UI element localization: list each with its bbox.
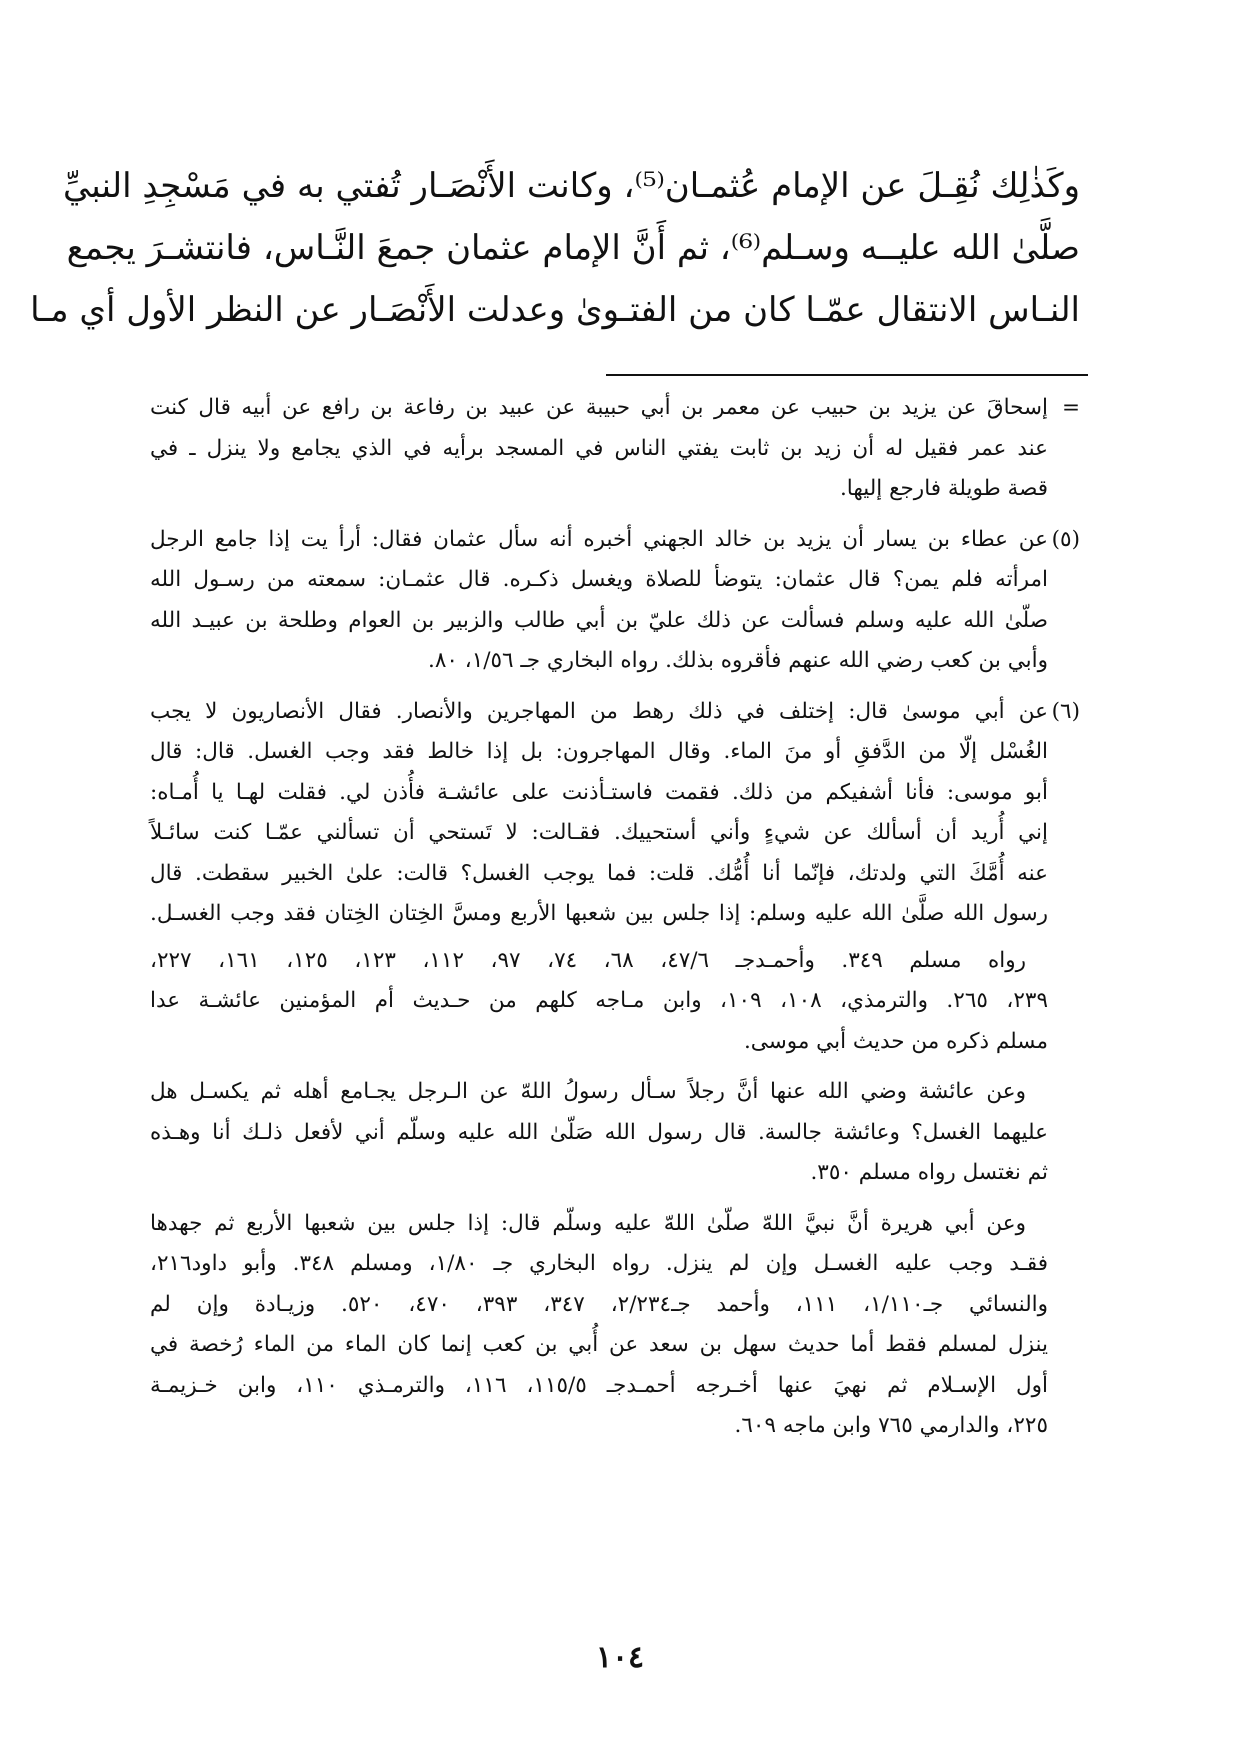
footnote-line: صلّىٰ الله عليه وسلم فسألت عن ذلك عليّ بن أبي طالب والزبير بن العوام وطلحة بن عبيـد الله: [150, 607, 1048, 633]
footnote-line: إني أُريد أن أسألك عن شيءٍ وأني أستحييك. فقـالت: لا تَستحي أن تسألني عمّـا كنت سائـلاً: [150, 820, 1048, 845]
body-line: النـاس الانتقال عمّـا كان من الفتـوىٰ وعدلت الأَنْصَـار عن النظر الأول أي مـا: [30, 290, 1080, 330]
footnote-6: [150, 692, 1080, 935]
footnote-line: رواه مسلم ٣٤٩. وأحمـدجـ ٤٧/٦، ٦٨، ٧٤، ٩٧، ١١٢، ١٢٣، ١٢٥، ١٦١، ٢٢٧،: [150, 947, 1026, 973]
footnote-line: عن عطاء بن يسار أن يزيد بن خالد الجهني أخبره أنه سأل عثمان فقال: أرأ يت إذا جامع الرجل: [150, 526, 1048, 552]
main-body-text: [30, 155, 1080, 341]
footnote-line: وعن أبي هريرة أنَّ نبيَّ اللهّ صلّىٰ اللهّ عليه وسلّم قال: إذا جلس بين شعبها الأربع ثم جهدها: [150, 1210, 1026, 1236]
footnote-line: ٢٣٩، ٢٦٥. والترمذي، ١٠٨، ١٠٩، وابن مـاجه كلهم من حـديث أم المؤمنين عائشـة عدا: [150, 988, 1048, 1013]
page-number: ١٠٤: [595, 1640, 645, 1675]
footnote-line: مسلم ذكره من حديث أبي موسى.: [743, 1028, 1048, 1054]
footnotes-section: [150, 388, 1080, 1457]
footnote-separator: [606, 374, 1088, 376]
footnote-line: الغُسْل إلّا من الدَّفقِ أو منَ الماء. وقال المهاجرون: بل إذا خالط فقد وجب الغسل. قال: قال: [150, 739, 1048, 764]
footnote-line: عند عمر فقيل له أن زيد بن ثابت يفتي الناس في المسجد برأيه في الذي يجامع ولا ينزل ـ في: [150, 435, 1048, 461]
footnote-line: فقـد وجب عليه الغسـل وإن لم ينزل. رواه البخاري جـ ١/٨٠، ومسلم ٣٤٨. وأبو داود٢١٦،: [150, 1251, 1048, 1276]
body-line: صلَّىٰ الله عليــه وسـلم⁽⁶⁾، ثم أَنَّ الإمام عثمان جمعَ النَّـاس، فانتشـرَ يجمع: [66, 228, 1080, 268]
footnote-continuation: [150, 388, 1080, 510]
footnote-6-marker: (٦): [1051, 698, 1080, 724]
footnote-line: أول الإسـلام ثم نهيَ عنها أخـرجه أحمـدجـ ١١٥/٥، ١١٦، والترمـذي ١١٠، وابن خـزيمـة: [150, 1372, 1049, 1398]
footnote-paragraph: [150, 1204, 1080, 1447]
footnote-line: عليهما الغسل؟ وعائشة جالسة. قال رسول الله صَلّىٰ الله عليه وسلّم أني لأفعل ذلـك أنا وهـذه: [150, 1119, 1048, 1145]
footnote-line: والنسائي جـ١/١١٠، ١١١، وأحمد جـ٢/٢٣٤، ٣٤٧، ٣٩٣، ٤٧٠، ٥٢٠. وزيـادة وإن لم: [150, 1291, 1049, 1317]
footnote-paragraph: [150, 1072, 1080, 1194]
footnote-5: [150, 520, 1080, 682]
footnote-line: رسول الله صلَّىٰ الله عليه وسلم: إذا جلس بين شعبها الأربع ومسَّ الخِتان الخِتان فقد وجب الغسـل.: [150, 901, 1048, 926]
footnote-line: امرأته فلم يمن؟ قال عثمان: يتوضأ للصلاة ويغسل ذكـره. قال عثمـان: سمعته من رسـول الله: [150, 567, 1048, 592]
footnote-line: ثم نغتسل رواه مسلم ٣٥٠.: [810, 1160, 1048, 1185]
footnote-paragraph: [150, 941, 1080, 1063]
footnote-line: قصة طويلة فارجع إليها.: [839, 476, 1048, 501]
footnote-line: وعن عائشة وضي الله عنها أنَّ رجلاً سـأل رسولُ اللهّ عن الـرجل يجـامع أهله ثم يكسـل هل: [150, 1079, 1026, 1104]
footnote-line: إسحاقَ عن يزيد بن حبيب عن معمر بن أبي حبيبة عن عبيد بن رفاعة بن رافع عن أبيه قال كنت: [150, 395, 1048, 420]
footnote-line: عنه أُمَّكَ التي ولدتك، فإنّما أنا أُمُّك. قلت: فما يوجب الغسل؟ قالت: علىٰ الخبير سقطت. قال: [150, 860, 1048, 886]
footnote-line: ينزل لمسلم فقط أما حديث سهل بن سعد عن أُبي بن كعب إنما كان الماء من الماء رُخصة في: [150, 1332, 1048, 1357]
footnote-line: أبو موسى: فأنا أشفيكم من ذلك. فقمت فاستـأذنت على عائشـة فأُذن لي. فقلت لهـا يا أُمـاه:: [150, 779, 1048, 805]
footnote-line: عن أبي موسىٰ قال: إختلف في ذلك رهط من المهاجرين والأنصار. فقال الأنصاريون لا يجب: [150, 698, 1048, 724]
footnote-line: ٢٢٥، والدارمي ٧٦٥ وابن ماجه ٦٠٩.: [734, 1413, 1048, 1438]
footnote-5-marker: (٥): [1051, 526, 1080, 552]
continuation-marker: =: [1061, 395, 1080, 420]
body-line: وكَذٰلِك نُقِـلَ عن الإمام عُثمـان⁽⁵⁾، وكانت الأَنْصَـار تُفتي به في مَسْجِدِ النبيِّ: [62, 166, 1080, 206]
footnote-line: وأبي بن كعب رضي الله عنهم فأقروه بذلك. رواه البخاري جـ ١/٥٦، ٨٠.: [427, 648, 1048, 673]
